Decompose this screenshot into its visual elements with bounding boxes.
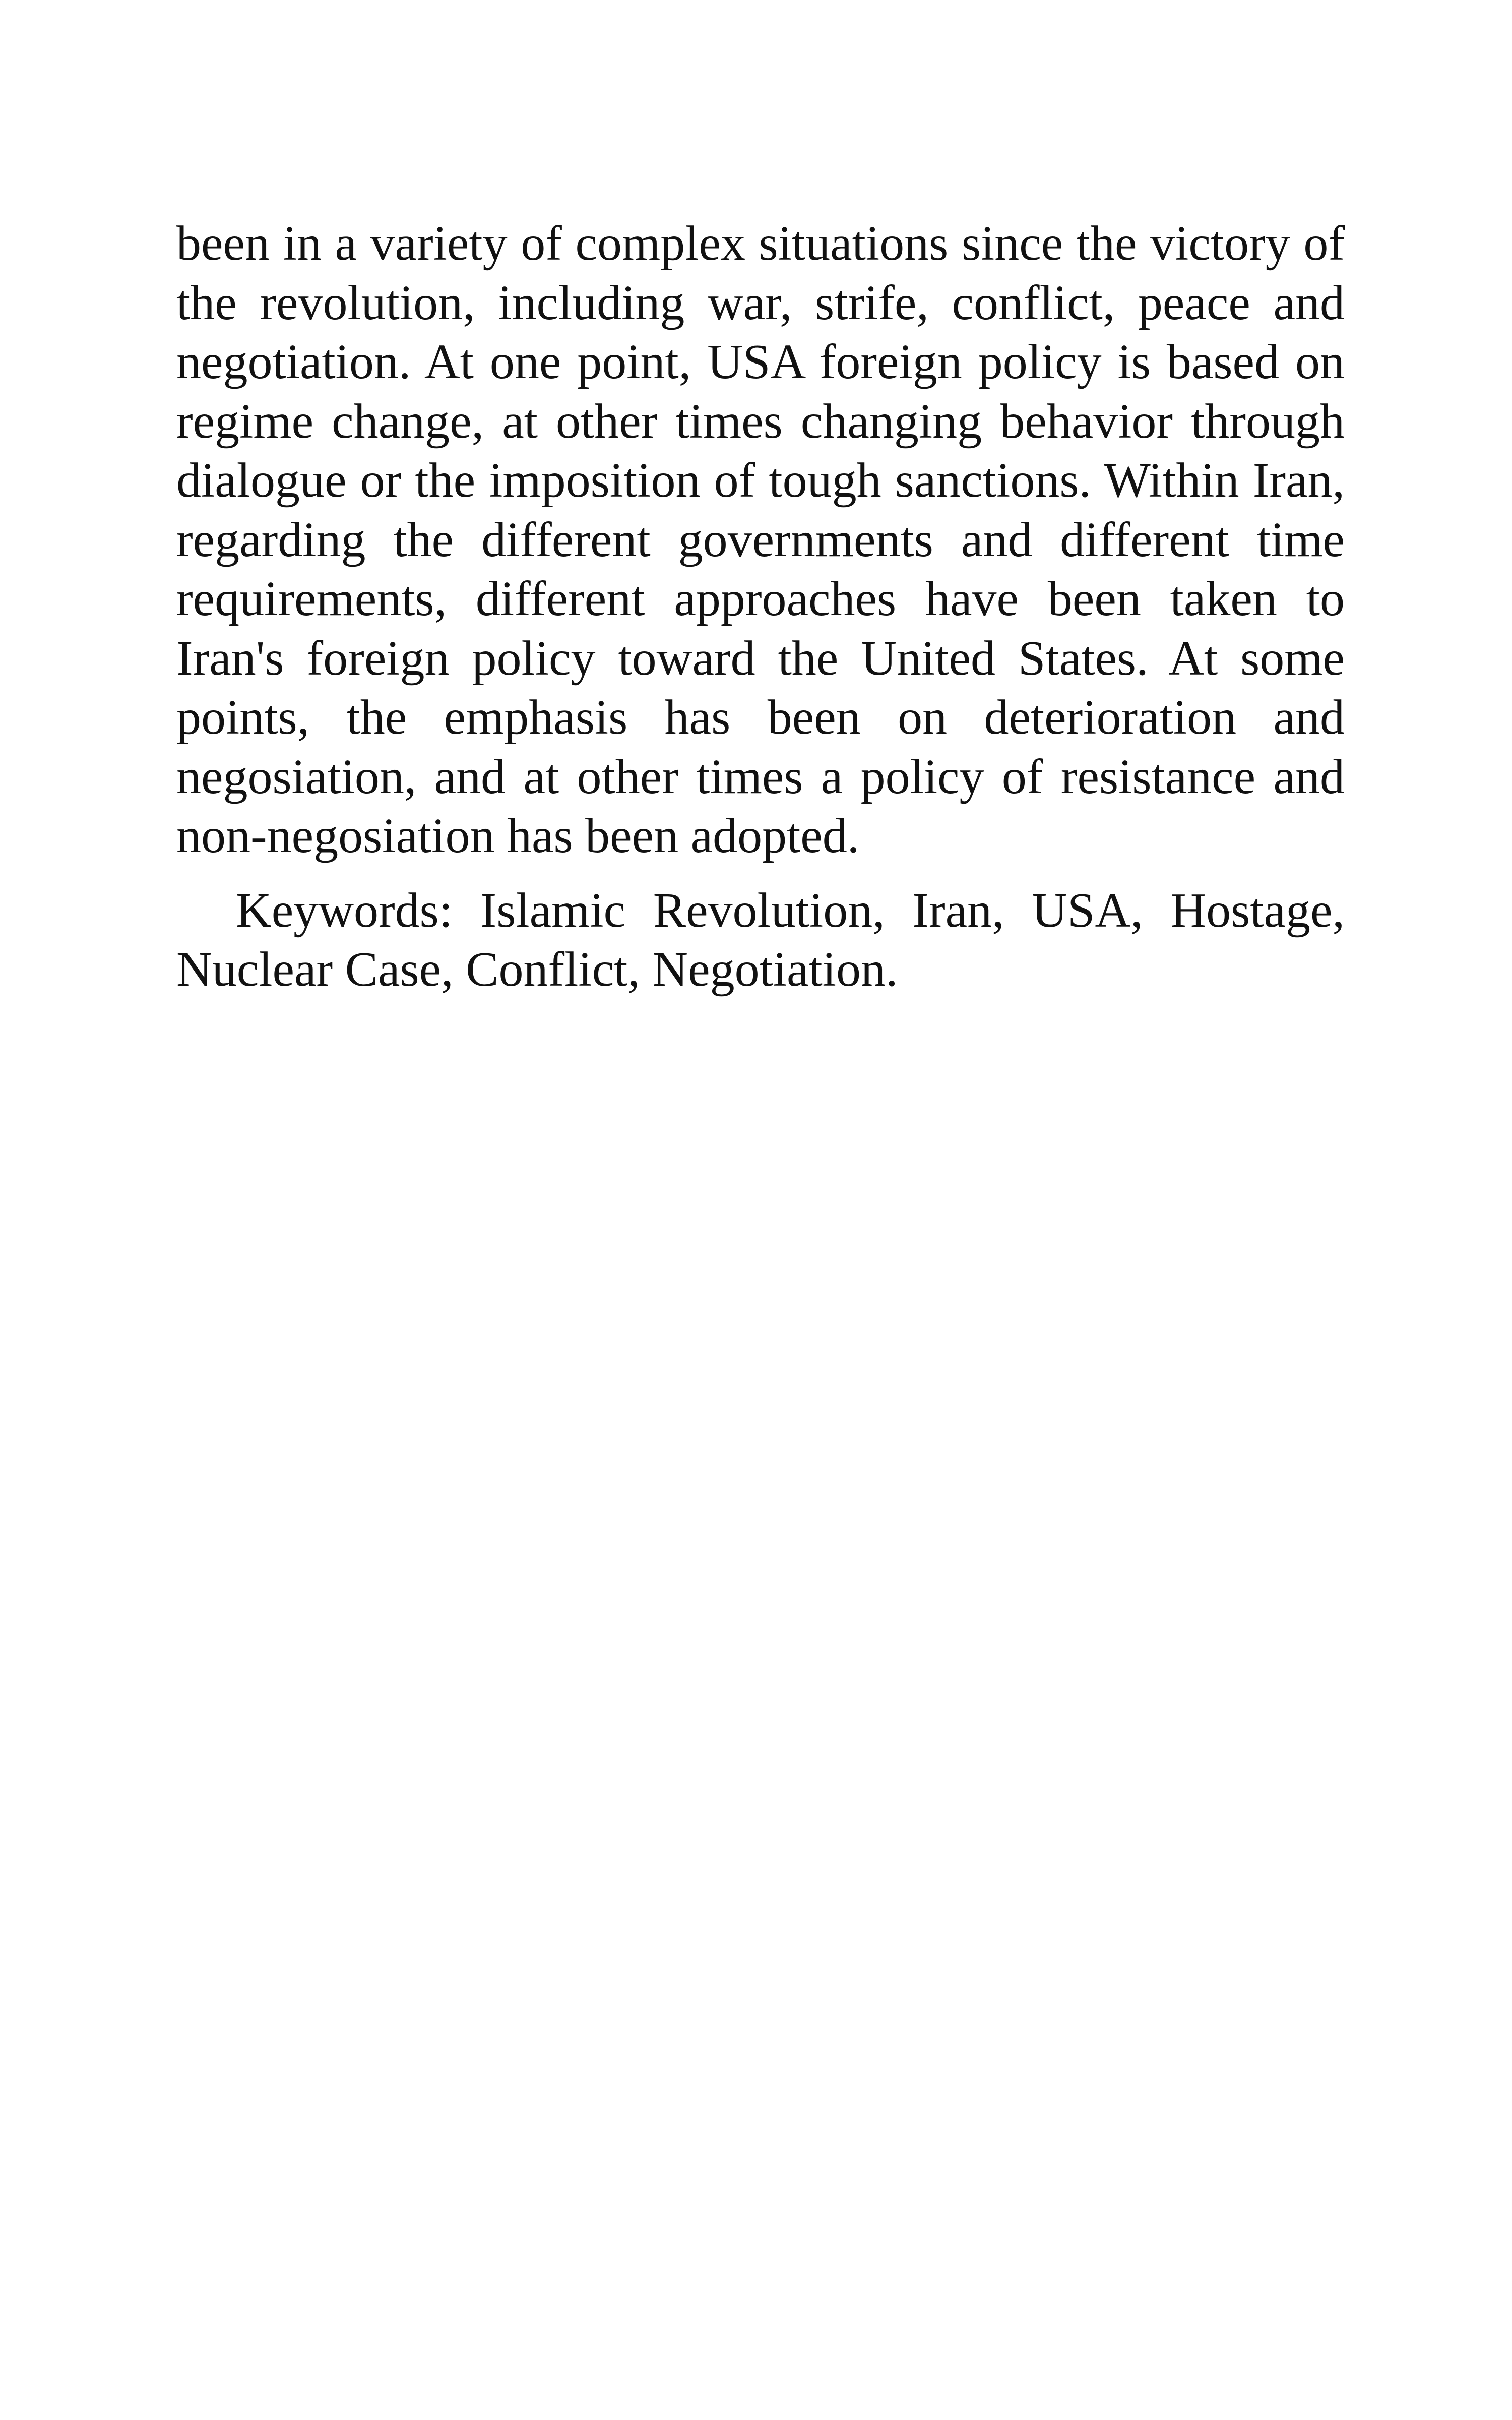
keywords-paragraph: Keywords: Islamic Revolution, Iran, USA, Hostage, Nuclear Case, Conflict, Negotiation. [176,883,1345,997]
text-block [176,214,1345,1000]
body-paragraph: been in a variety of complex situations since the victory of the revolution, including war, strife, conflict, peace and negotiation. At one point, USA foreign policy is based on regime change, at other times changing behavior through dialogue or the imposition of tough sanctions. Within Iran, regarding the different governments and different time requirements, different approaches have been taken to Iran's foreign policy toward the United States. At some points, the emphasis has been on deterioration and negosiation, and at other times a policy of resistance and non-negosiation has been adopted. [176,216,1345,863]
